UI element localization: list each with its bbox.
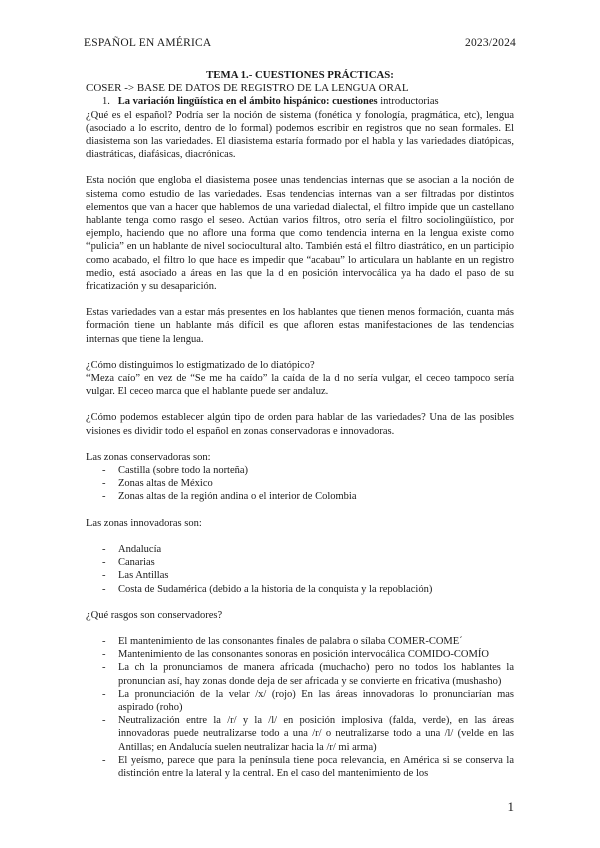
list-intro-conservative: Las zonas conservadoras son: — [86, 451, 211, 463]
list-item: - Canarias — [86, 556, 514, 569]
question: ¿Qué rasgos son conservadores? — [86, 609, 223, 621]
paragraph: Estas variedades van a estar más presentes en los hablantes que tienen menos formación, cuanta más formación tiene un hablante más difícil es que afloren estas manifestaciones de las tendencias internas que tiene la lengua. — [86, 307, 514, 345]
header-course-title: ESPAÑOL EN AMÉRICA — [84, 37, 212, 49]
list-item: - Castilla (sobre todo la norteña) — [86, 464, 514, 477]
numbered-heading-number: 1. — [102, 96, 110, 108]
question: ¿Cómo distinguimos lo estigmatizado de lo diatópico? — [86, 359, 315, 371]
conservative-features-list — [86, 635, 514, 780]
paragraph: Esta noción que engloba el diasistema posee unas tendencias internas que se asocian a la noción de sistema como estudio de las variedades. Esas tendencias internas van a ser filtradas por distintos elementos que van a hacer que hablemos de una variedad dialectal, el filtro impide que un castellano hablante tenga como rasgo el seseo. Actúan varios filtros, otro sería el filtro sociolingüístico, por ejemplo, haciendo que no aflore una forma que como tendencia interna en la lengua existe como “pulicia” en un hablante de nivel sociocultural alto. También está el filtro diastrático, en un participio como acabado, el filtro lo que hace es impedir que “acabau” lo articulara un hablante en un registro medio, está asociado a áreas en las que la d en posición intervocálica ya ha dado el paso de su fricatización y su desaparición. — [86, 175, 514, 293]
conservative-zones-list — [86, 464, 514, 504]
list-item: - Andalucía — [86, 543, 514, 556]
innovative-zones-list — [86, 543, 514, 596]
list-item: - Neutralización entre la /r/ y la /l/ en posición implosiva (falda, verde), en las áreas innovadoras puede neutralizarse todo a una /r/ o neutralizarse todo a una /l/ (velde en las Antillas; en Andalucía suelen neutralizar hacia la /r/ mi arma) — [86, 714, 514, 754]
numbered-heading-rest: introductorias — [377, 96, 439, 108]
page-title: TEMA 1.- CUESTIONES PRÁCTICAS: — [206, 69, 394, 81]
list-item: - Mantenimiento de las consonantes sonoras en posición intervocálica COMIDO-COMÍO — [86, 648, 514, 661]
list-item: - Zonas altas de la región andina o el interior de Colombia — [86, 490, 514, 503]
list-item: - Costa de Sudamérica (debido a la historia de la conquista y la repoblación) — [86, 583, 514, 596]
page-number: 1 — [507, 799, 514, 814]
header-academic-year: 2023/2024 — [465, 37, 516, 49]
list-item: - La ch la pronunciamos de manera africada (muchacho) pero no todos los hablantes la pronuncian así, hay zonas donde deja de ser africada y se convierte en fricativa (mushasho) — [86, 661, 514, 687]
list-item: - El yeísmo, parece que para la península tiene poca relevancia, en América si se conserva la distinción entre la lateral y la central. En el caso del mantenimiento de los — [86, 754, 514, 780]
list-item: - Las Antillas — [86, 569, 514, 582]
numbered-heading-bold: La variación lingüística en el ámbito hispánico: cuestiones — [117, 96, 378, 108]
paragraph: “Meza caío” en vez de “Se me ha caído” la caída de la d no sería vulgar, el ceceo tampoco sería vulgar. El ceceo marca que el hablante puede ser andaluz. — [86, 373, 514, 398]
list-item: - La pronunciación de la velar /x/ (rojo) En las áreas innovadoras lo pronunciarían mas aspirado (roho) — [86, 688, 514, 714]
numbered-heading — [102, 95, 514, 108]
list-item: - El mantenimiento de las consonantes finales de palabra o sílaba COMER-COME´ — [86, 635, 514, 648]
list-item: - Zonas altas de México — [86, 477, 514, 490]
list-intro-innovative: Las zonas innovadoras son: — [86, 517, 202, 529]
paragraph: ¿Qué es el español? Podría ser la noción de sistema (fonética y fonología, pragmática, etc), lengua (asociado a lo escrito, dentro de lo formal) podemos escribir en registros que no sean formales. El diasistema son las variedades. El diasistema estaría formado por el habla y las variedades diatópicas, diastráticas, diafásicas, diacrónicas. — [86, 109, 514, 161]
paragraph: ¿Cómo podemos establecer algún tipo de orden para hablar de las variedades? Una de las posibles visiones es dividir todo el español en zonas conservadoras e innovadoras. — [86, 412, 514, 437]
page-subtitle: COSER -> BASE DE DATOS DE REGISTRO DE LA LENGUA ORAL — [86, 82, 409, 95]
document-body — [86, 69, 514, 780]
